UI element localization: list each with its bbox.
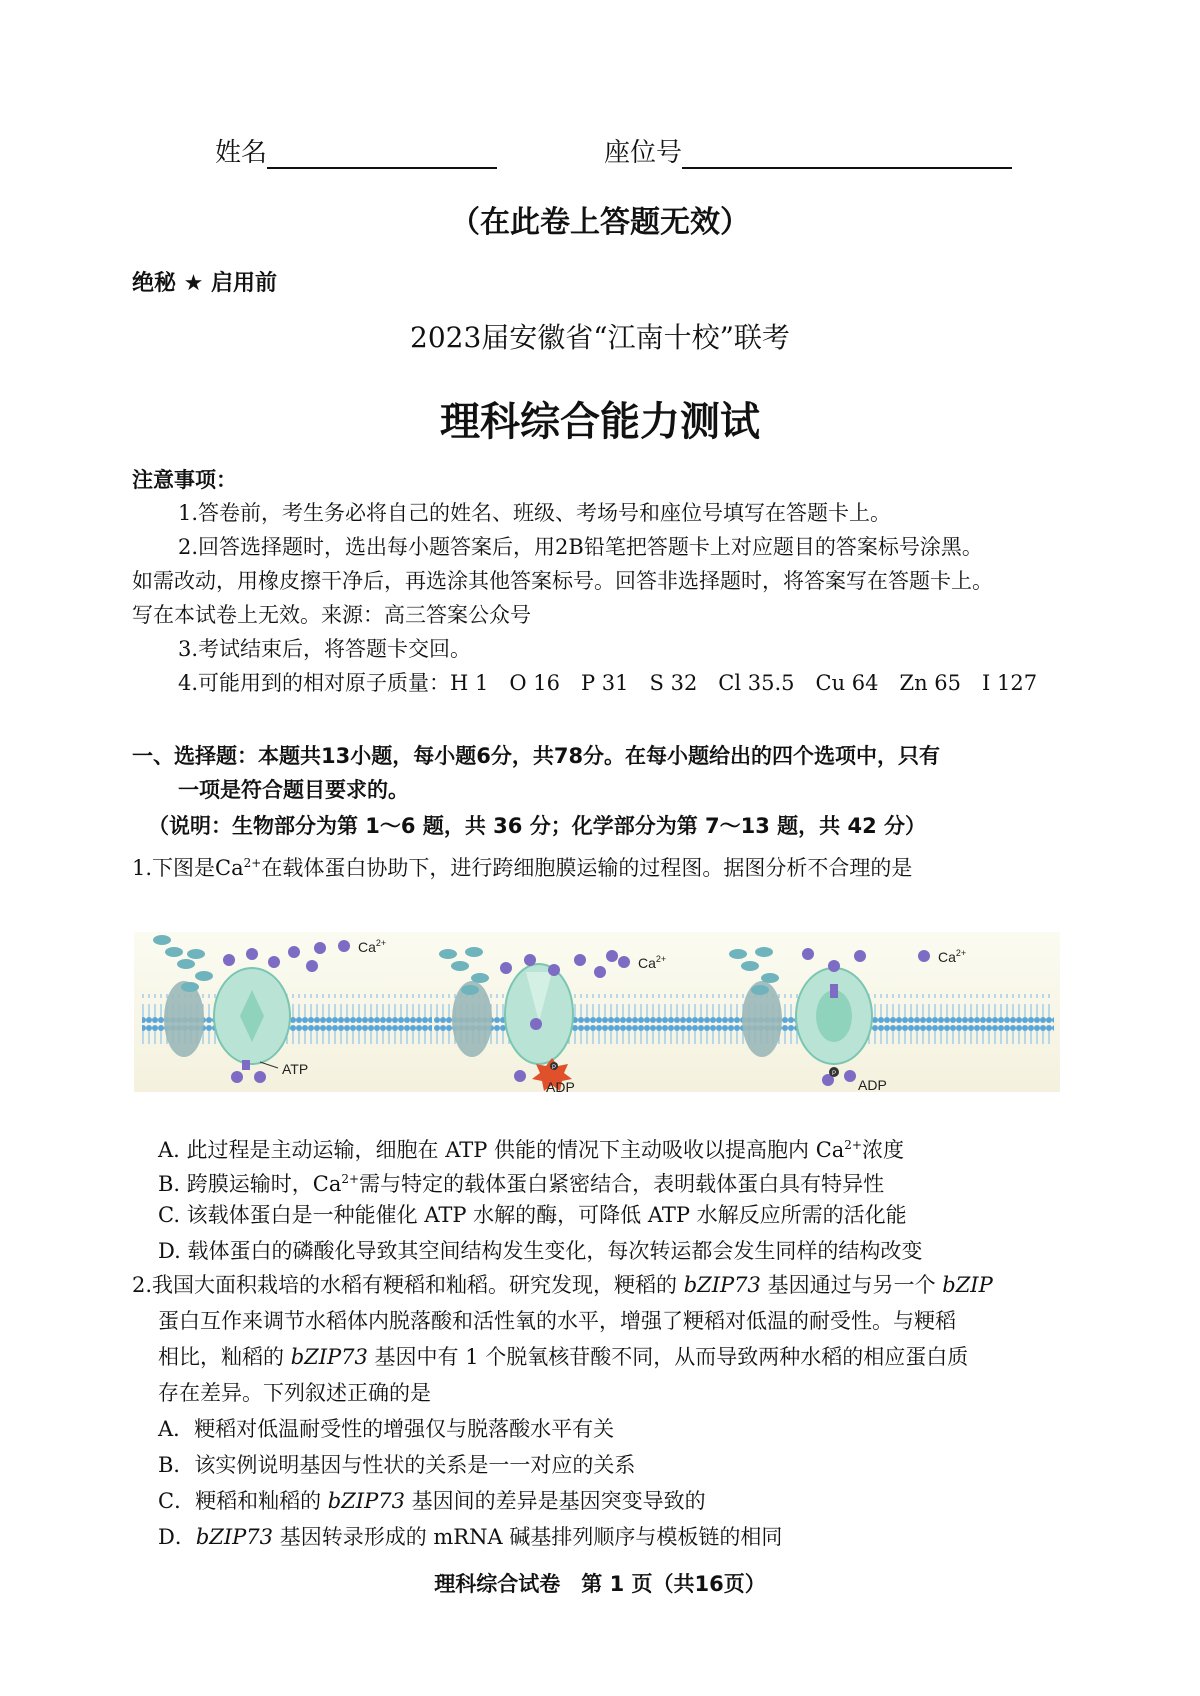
gene-name: bZIP73 <box>683 1273 761 1297</box>
section-heading-line-2: 一项是符合题目要求的。 <box>178 778 409 802</box>
q1-stem-sup: 2+ <box>243 856 262 870</box>
notice-item-4: 4.可能用到的相对原子质量：H 1 O 16 P 31 S 32 Cl 35.5 Cu 64 Zn 65 I 127 <box>178 671 1038 695</box>
q1-option-a-post: 浓度 <box>861 1138 904 1162</box>
legend-ion-3 <box>918 950 930 962</box>
q1-option-a-sup: 2+ <box>844 1138 862 1152</box>
q2-text: 基因通过与另一个 <box>760 1273 943 1297</box>
q2-text: 基因转录形成的 mRNA 碱基排列顺序与模板链的相同 <box>273 1525 783 1549</box>
name-blank <box>267 141 497 169</box>
q2-option-b: B．该实例说明基因与性状的关系是一一对应的关系 <box>158 1453 636 1477</box>
gene-name: bZIP73 <box>327 1489 405 1513</box>
ca-label-1: Ca <box>358 939 376 955</box>
gene-name: bZIP <box>942 1273 993 1297</box>
adp-label-1: ADP <box>546 1079 575 1092</box>
notice-item-2-line-2: 如需改动，用橡皮擦干净后，再选涂其他答案标号。回答非选择题时，将答案写在答题卡上。 <box>132 569 993 593</box>
q1-option-b <box>158 1162 884 1201</box>
q1-option-c: C. 该载体蛋白是一种能催化 ATP 水解的酶，可降低 ATP 水解反应所需的活化能 <box>158 1203 907 1227</box>
q2-text: 基因间的差异是基因突变导致的 <box>404 1489 706 1513</box>
membrane-transport-figure <box>134 932 1060 1092</box>
phosphate-label-2: P <box>551 1065 557 1071</box>
exam-title: 2023届安徽省“江南十校”联考 <box>410 321 790 354</box>
q1-option-d: D. 载体蛋白的磷酸化导致其空间结构发生变化，每次转运都会发生同样的结构改变 <box>158 1239 923 1263</box>
q1-option-b-sup: 2+ <box>341 1172 360 1186</box>
name-label: 姓名 <box>215 138 268 168</box>
q2-text: 基因中有 1 个脱氧核苷酸不同，从而导致两种水稻的相应蛋白质 <box>367 1345 969 1369</box>
ca-label-3: Ca <box>938 949 956 965</box>
gene-name: bZIP73 <box>195 1525 274 1549</box>
q2-stem-line-2: 蛋白互作来调节水稻体内脱落酸和活性氧的水平，增强了粳稻对低温的耐受性。与粳稻 <box>158 1309 956 1333</box>
adp-label-2: ADP <box>858 1077 887 1092</box>
legend-ion-1 <box>338 940 350 952</box>
glycoprotein-1 <box>164 981 204 1057</box>
atp-binding-1 <box>242 1060 250 1070</box>
name-field <box>215 132 497 169</box>
q2-stem-line-4: 存在差异。下列叙述正确的是 <box>158 1381 431 1405</box>
q1-stem <box>132 846 912 885</box>
invalid-note: （在此卷上答题无效） <box>450 205 750 240</box>
ca-sup-1: 2+ <box>375 938 387 948</box>
q2-option-a: A．粳稻对低温耐受性的增强仅与脱落酸水平有关 <box>158 1417 615 1441</box>
section-explanation: （说明：生物部分为第 1～6 题，共 36 分；化学部分为第 7～13 题，共 42 分） <box>148 814 926 838</box>
q1-option-b-post: 需与特定的载体蛋白紧密结合，表明载体蛋白具有特异性 <box>359 1172 885 1196</box>
q2-text: 2.我国大面积栽培的水稻有粳稻和籼稻。研究发现，粳稻的 <box>132 1273 684 1297</box>
ion-exit-3 <box>830 984 838 998</box>
q2-option-d <box>158 1520 782 1554</box>
notice-item-3: 3.考试结束后，将答题卡交回。 <box>178 637 472 661</box>
page-footer: 理科综合试卷 第 1 页（共16页） <box>434 1572 766 1596</box>
gene-name: bZIP73 <box>290 1345 368 1369</box>
q1-stem-post: 在载体蛋白协助下，进行跨细胞膜运输的过程图。据图分析不合理的是 <box>261 856 913 880</box>
q2-text: C．粳稻和籼稻的 <box>158 1489 328 1513</box>
q1-stem-pre: 1.下图是Ca <box>132 856 244 880</box>
q2-text: 相比，籼稻的 <box>158 1345 291 1369</box>
q1-option-a-pre: A. 此过程是主动运输，细胞在 ATP 供能的情况下主动吸收以提高胞内 Ca <box>158 1138 845 1162</box>
q2-text: D． <box>158 1525 196 1549</box>
phosphate-label-3: P <box>831 1071 837 1077</box>
seat-field <box>604 132 1012 169</box>
notice-heading: 注意事项： <box>132 468 237 492</box>
q2-option-c <box>158 1484 706 1518</box>
section-heading-line-1: 一、选择题：本题共13小题，每小题6分，共78分。在每小题给出的四个选项中，只有 <box>132 744 941 768</box>
seat-label: 座位号 <box>604 138 683 168</box>
q2-stem-line-3 <box>158 1340 968 1374</box>
legend-ion-2 <box>618 956 630 968</box>
q1-option-b-pre: B. 跨膜运输时，Ca <box>158 1172 342 1196</box>
ca-label-2: Ca <box>638 955 656 971</box>
page-title: 理科综合能力测试 <box>440 399 760 445</box>
notice-item-2-line-3: 写在本试卷上无效。来源：高三答案公众号 <box>132 603 531 627</box>
secret-label: 绝秘 ★ 启用前 <box>132 271 278 296</box>
notice-item-2-line-1: 2.回答选择题时，选出每小题答案后，用2B铅笔把答题卡上对应题目的答案标号涂黑。 <box>178 535 983 559</box>
ca-sup-3: 2+ <box>955 948 967 958</box>
seat-blank <box>682 141 1012 169</box>
atp-label: ATP <box>282 1061 309 1077</box>
q2-stem-line-1 <box>132 1268 993 1302</box>
notice-item-1: 1.答卷前，考生务必将自己的姓名、班级、考场号和座位号填写在答题卡上。 <box>178 501 892 525</box>
ca-sup-2: 2+ <box>655 954 667 964</box>
